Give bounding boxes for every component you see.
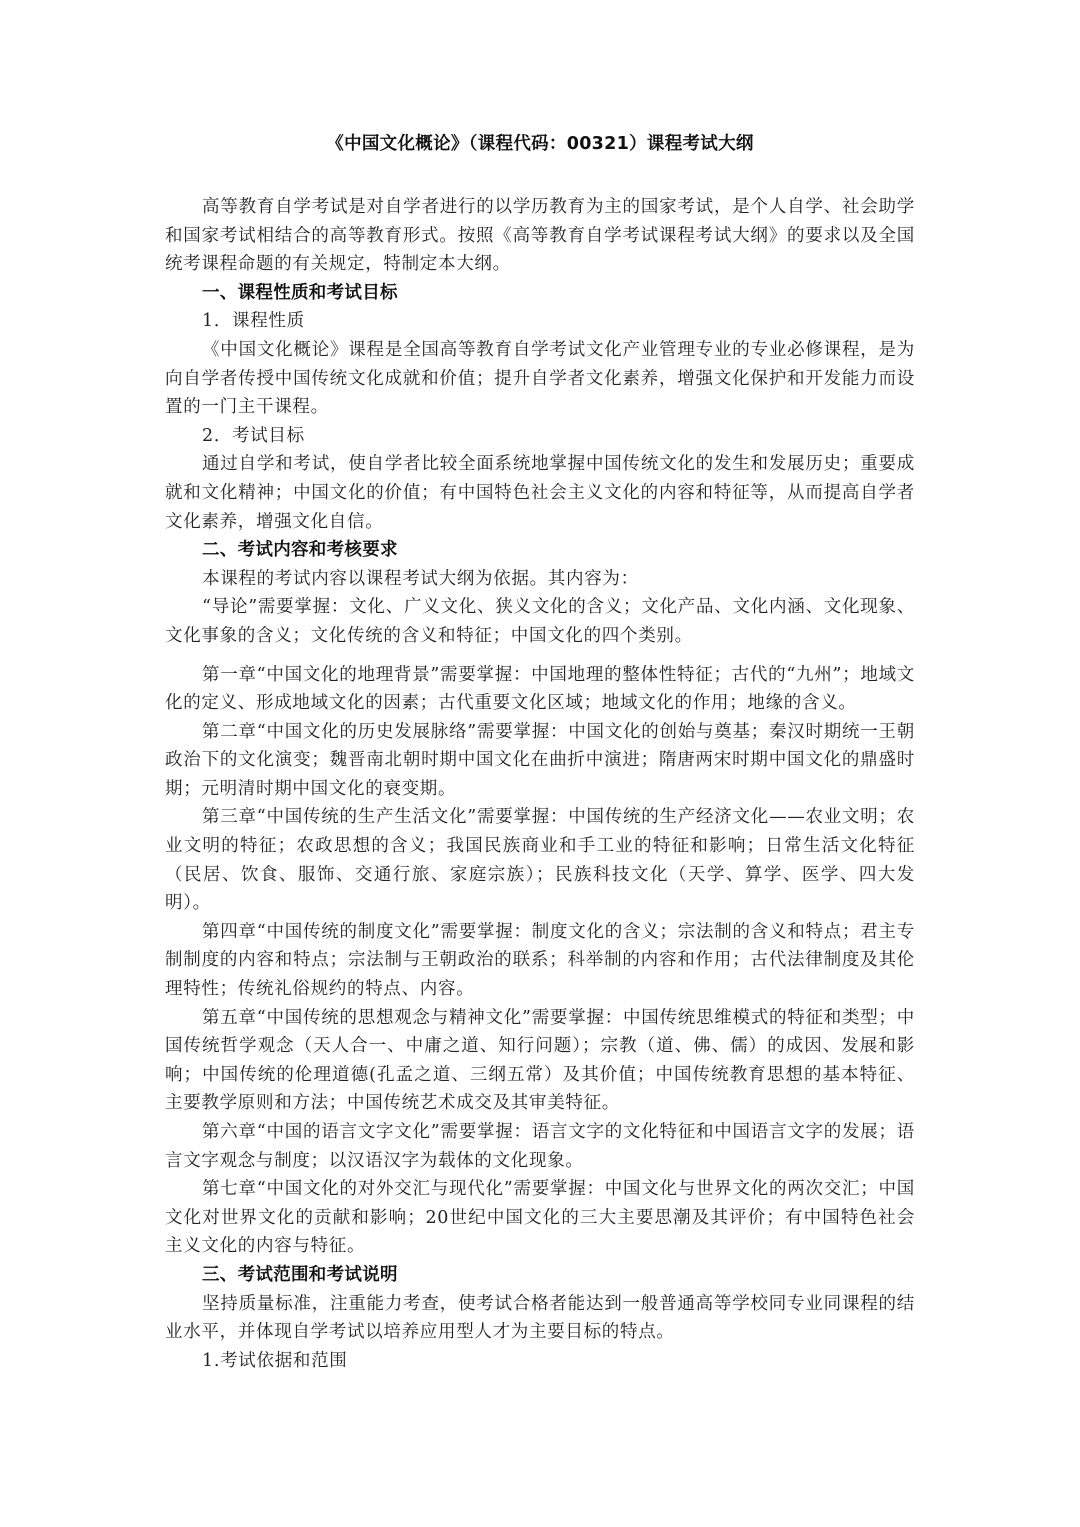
chapter-paragraph: 第七章“中国文化的对外交汇与现代化”需要掌握：中国文化与世界文化的两次交汇；中国文化对世界文化的贡献和影响；20世纪中国文化的三大主要思潮及其评价；有中国特色社会主义文化的内容与特征。 <box>165 1179 915 1257</box>
chapter-paragraph: 第五章“中国传统的思想观念与精神文化”需要掌握：中国传统思维模式的特征和类型；中国传统哲学观念（天人合一、中庸之道、知行问题）；宗教（道、佛、儒）的成因、发展和影响；中国传统的伦理道德(孔孟之道、三纲五常）及其价值；中国传统教育思想的基本特征、主要教学原则和方法；中国传统艺术成交及其审美特征。 <box>165 1007 915 1114</box>
section-heading-2: 二、考试内容和考核要求 <box>202 540 398 561</box>
chapter-paragraph: 第六章“中国的语言文字文化”需要掌握：语言文字的文化特征和中国语言文字的发展；语言文字观念与制度；以汉语汉字为载体的文化现象。 <box>165 1122 915 1171</box>
section-heading-1: 一、课程性质和考试目标 <box>202 282 398 303</box>
chapter-paragraph: 第四章“中国传统的制度文化”需要掌握：制度文化的含义；宗法制的含义和特点；君主专制制度的内容和特点；宗法制与王朝政治的联系；科举制的内容和作用；古代法律制度及其伦理特性；传统礼俗规约的特点、内容。 <box>165 921 915 1000</box>
subsection-label-basis-scope: 1.考试依据和范围 <box>202 1350 348 1371</box>
chapter-paragraph: 第一章“中国文化的地理背景”需要掌握：中国地理的整体性特征；古代的“九州”；地域文化的定义、形成地域文化的因素；古代重要文化区域；地域文化的作用；地缘的含义。 <box>165 664 915 714</box>
subsection-label-course-nature: 1．课程性质 <box>202 311 305 332</box>
document-page <box>165 130 915 1375</box>
chapter-paragraph: 第二章“中国文化的历史发展脉络”需要掌握：中国文化的创始与奠基；秦汉时期统一王朝政治下的文化演变；魏晋南北朝时期中国文化在曲折中演进；隋唐两宋时期中国文化的鼎盛时期；元明清时期中国文化的衰变期。 <box>165 721 915 799</box>
chapter-paragraph: 第三章“中国传统的生产生活文化”需要掌握：中国传统的生产经济文化——农业文明；农业文明的特征；农政思想的含义；我国民族商业和手工业的特征和影响；日常生活文化特征（民居、饮食、服饰、交通行旅、家庭宗族）；民族科技文化（天学、算学、医学、四大发明）。 <box>165 807 915 914</box>
intro-paragraph: 高等教育自学考试是对自学者进行的以学历教育为主的国家考试，是个人自学、社会助学和国家考试相结合的高等教育形式。按照《高等教育自学考试课程考试大纲》的要求以及全国统考课程命题的有关规定，特制定本大纲。 <box>165 197 915 275</box>
intro-chapter-paragraph: “导论”需要掌握：文化、广义文化、狭义文化的含义；文化产品、文化内涵、文化现象、文化事象的含义；文化传统的含义和特征；中国文化的四个类别。 <box>165 597 915 646</box>
subsection-label-exam-goal: 2．考试目标 <box>202 425 305 446</box>
content-lead-paragraph: 本课程的考试内容以课程考试大纲为依据。其内容为： <box>202 568 639 589</box>
exam-goal-paragraph: 通过自学和考试，使自学者比较全面系统地掌握中国传统文化的发生和发展历史；重要成就和文化精神；中国文化的价值；有中国特色社会主义文化的内容和特征等，从而提高自学者文化素养，增强文化自信。 <box>165 454 915 532</box>
scope-paragraph: 坚持质量标准，注重能力考查，使考试合格者能达到一般普通高等学校同专业同课程的结业水平，并体现自学考试以培养应用型人才为主要目标的特点。 <box>165 1293 915 1343</box>
course-nature-paragraph: 《中国文化概论》课程是全国高等教育自学考试文化产业管理专业的专业必修课程，是为向自学者传授中国传统文化成就和价值；提升自学者文化素养，增强文化保护和开发能力而设置的一门主干课程。 <box>165 339 915 418</box>
section-heading-3: 三、考试范围和考试说明 <box>202 1264 398 1285</box>
document-title: 《中国文化概论》（课程代码：00321）课程考试大纲 <box>326 134 754 154</box>
